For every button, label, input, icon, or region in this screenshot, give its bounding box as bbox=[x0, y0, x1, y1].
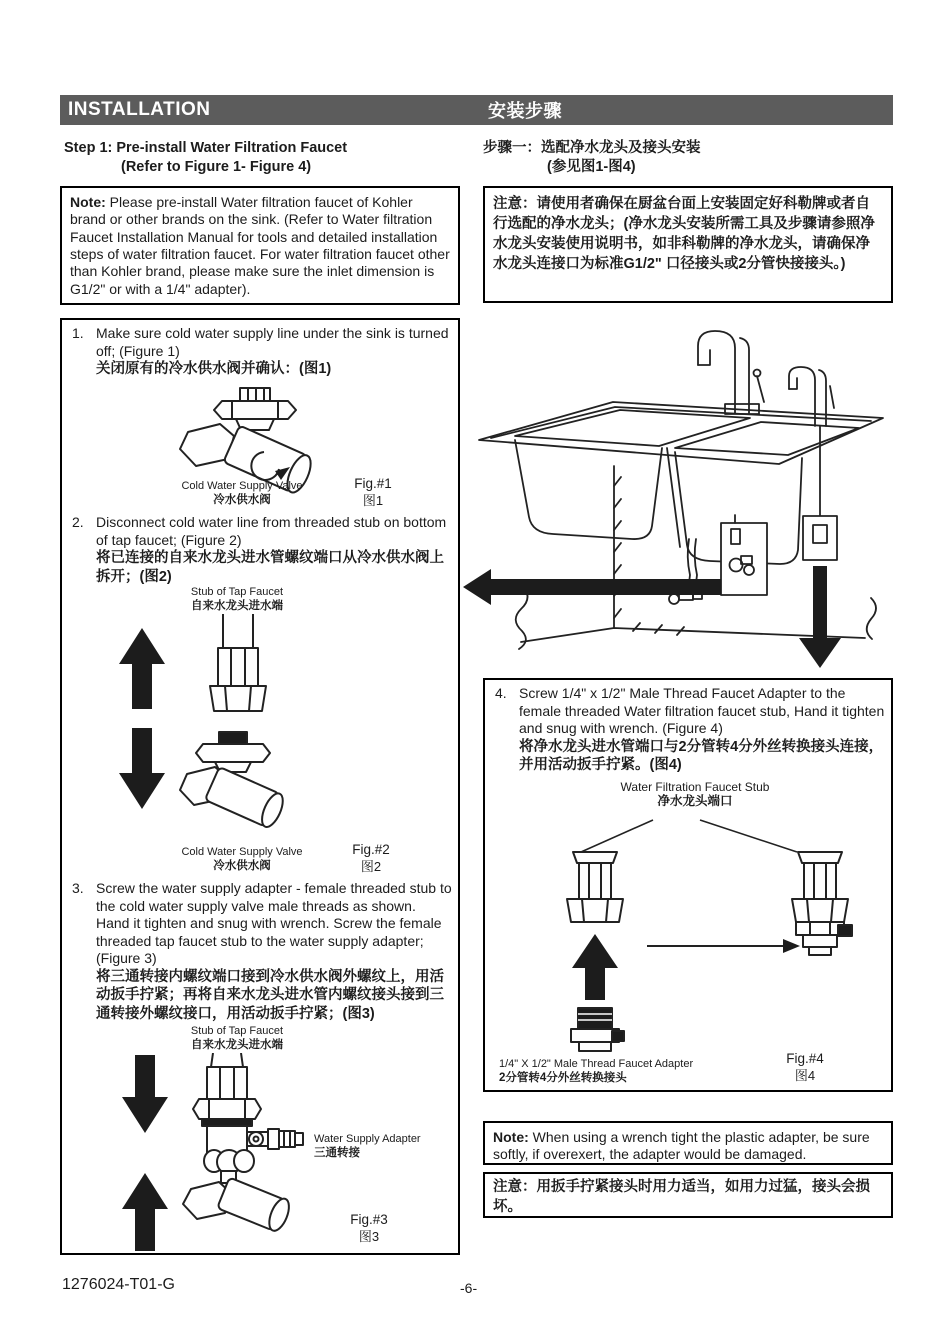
fig4-drawing bbox=[495, 818, 875, 1058]
top-note-zh-label: 注意： bbox=[493, 196, 537, 212]
item1-number: 1. bbox=[72, 325, 84, 341]
item1-text-zh: 关闭原有的冷水供水阀并确认：(图1) bbox=[96, 361, 332, 377]
right-arrowhead bbox=[783, 939, 800, 953]
bottom-note-en-text: When using a wrench tight the plastic adapter, be sure softly, if overexert, the adapter would be damaged. bbox=[493, 1129, 870, 1163]
item3-number: 3. bbox=[72, 880, 84, 896]
arrow-to-fig4 bbox=[799, 566, 841, 668]
step1-heading-zh-line2: (参见图1-图4) bbox=[547, 158, 636, 175]
instruction-item-3 bbox=[68, 880, 452, 1023]
step1-heading-zh bbox=[483, 139, 893, 176]
instruction-item-4 bbox=[491, 685, 885, 775]
down-arrow bbox=[122, 1055, 168, 1133]
top-note-zh bbox=[483, 186, 893, 303]
section-title-en: INSTALLATION bbox=[68, 99, 211, 120]
item3-text-en: Screw the water supply adapter - female threaded stub to the cold water supply valve male threads as shown. Hand it tighten and snug with wrench. Screw the female threaded tap faucet stub to the water supply adapter; (Figure 3) bbox=[96, 880, 452, 966]
top-note-en-label: Note: bbox=[70, 194, 106, 210]
fig1-valve-label-en: Cold Water Supply Valve bbox=[181, 480, 303, 492]
item2-text-en: Disconnect cold water line from threaded stub on bottom of tap faucet; (Figure 2) bbox=[96, 514, 447, 548]
fig1-caption-zh: 图1 bbox=[362, 492, 384, 508]
fig4-caption bbox=[773, 1050, 837, 1084]
step1-heading-en-line2: (Refer to Figure 1- Figure 4) bbox=[121, 158, 312, 175]
bottom-note-en-label: Note: bbox=[493, 1129, 529, 1145]
fig4-adapter-label-en: 1/4" X 1/2" Male Thread Faucet Adapter bbox=[499, 1058, 694, 1070]
step1-heading-en-line1: Step 1: Pre-install Water Filtration Faucet bbox=[64, 140, 348, 156]
fig3-stub-label bbox=[137, 1025, 337, 1053]
up-arrow bbox=[119, 628, 165, 709]
top-note-en bbox=[60, 186, 460, 305]
fig3-caption-en: Fig.#3 bbox=[350, 1212, 388, 1227]
item4-text-en: Screw 1/4" x 1/2" Male Thread Faucet Adapter to the female threaded Water filtration faucet stub, Hand it tighten and snug with wrench. (Figure 4) bbox=[519, 685, 885, 736]
item3-text-zh: 将三通转接内螺纹端口接到冷水供水阀外螺纹上，用活动扳手拧紧；再将自来水龙头进水管内螺纹接头接到三通转接外螺纹接口，用活动扳手拧紧；(图3) bbox=[96, 968, 444, 1022]
fig3-drawing bbox=[95, 1053, 319, 1255]
step4-box bbox=[483, 678, 893, 1092]
item4-text-zh: 将净水龙头进水管端口与2分管转4分外丝转换接头连接，并用活动扳手拧紧。(图4) bbox=[519, 738, 884, 774]
instruction-item-1 bbox=[68, 325, 452, 379]
fig1-caption-en: Fig.#1 bbox=[354, 476, 392, 491]
fig1-valve-label-zh: 冷水供水阀 bbox=[213, 494, 271, 507]
up-arrow bbox=[122, 1173, 168, 1251]
fig2-stub-label bbox=[137, 586, 337, 614]
fig3-stub-label-en: Stub of Tap Faucet bbox=[190, 1025, 284, 1037]
fig2-valve-label bbox=[142, 846, 342, 874]
item4-number: 4. bbox=[495, 685, 507, 701]
step1-heading-en bbox=[64, 139, 464, 176]
bottom-note-zh-text: 用扳手拧紧接头时用力适当，如用力过猛，接头会损坏。 bbox=[493, 1179, 870, 1215]
item2-text-zh: 将已连接的自来水龙头进水管螺纹端口从冷水供水阀上拆开；(图2) bbox=[96, 550, 444, 585]
fig1-caption bbox=[342, 475, 404, 509]
document-number: 1276024-T01-G bbox=[62, 1276, 175, 1293]
bottom-note-en bbox=[483, 1121, 893, 1165]
fig4-caption-zh: 图4 bbox=[794, 1067, 816, 1083]
fig2-stub-label-en: Stub of Tap Faucet bbox=[190, 586, 284, 598]
fig3-adapter-label bbox=[314, 1133, 460, 1161]
section-title-zh: 安装步骤 bbox=[488, 101, 562, 121]
fig3-adapter-label-en: Water Supply Adapter bbox=[314, 1133, 421, 1145]
sink-under-counter-illustration bbox=[462, 318, 894, 670]
bottom-note-zh bbox=[483, 1172, 893, 1218]
fig4-adapter-label-zh: 2分管转4分外丝转换接头 bbox=[499, 1072, 627, 1085]
down-arrow bbox=[119, 728, 165, 809]
top-note-zh-text: 请使用者确保在厨盆台面上安装固定好科勒牌或者自行选配的净水龙头；(净水龙头安装所需工具及步骤请参照净水龙头安装使用说明书，如非科勒牌的净水龙头，请确保净水龙头连接口为标准G1/2" 口径接头或2分管快接接头。) bbox=[493, 196, 875, 272]
item2-number: 2. bbox=[72, 514, 84, 530]
top-note-en-text: Please pre-install Water filtration faucet of Kohler brand or other brands on the sink. (Refer to Water filtration Faucet Installation Manual for tools and detailed installation steps of water filtration faucet. For water filtration faucet other than Kohler brand, please make sure the inlet dimension is G1/2" or with a 1/4" adapter). bbox=[70, 194, 450, 297]
fig2-valve-label-en: Cold Water Supply Valve bbox=[181, 846, 303, 858]
instructions-box bbox=[60, 318, 460, 1255]
fig2-caption bbox=[340, 841, 402, 875]
fig4-adapter-label bbox=[499, 1058, 789, 1086]
step1-heading-zh-line1: 步骤一：选配净水龙头及接头安装 bbox=[483, 140, 701, 156]
fig4-caption-en: Fig.#4 bbox=[786, 1051, 824, 1066]
fig3-adapter-label-zh: 三通转接 bbox=[314, 1147, 360, 1160]
fig2-stub-label-zh: 自来水龙头进水端 bbox=[191, 600, 283, 613]
fig2-caption-zh: 图2 bbox=[360, 858, 382, 874]
fig2-valve-label-zh: 冷水供水阀 bbox=[213, 860, 271, 873]
fig4-stub-label-zh: 净水龙头端口 bbox=[657, 794, 733, 809]
page-number: -6- bbox=[460, 1280, 478, 1296]
fig3-caption-zh: 图3 bbox=[358, 1228, 380, 1244]
fig3-stub-label-zh: 自来水龙头进水端 bbox=[191, 1039, 283, 1052]
fig4-stub-label bbox=[580, 780, 810, 810]
up-arrow bbox=[572, 934, 618, 1000]
item1-text-en: Make sure cold water supply line under the sink is turned off; (Figure 1) bbox=[96, 325, 449, 359]
fig1-valve-label bbox=[142, 480, 342, 508]
section-header-bar bbox=[60, 95, 893, 125]
fig2-drawing bbox=[95, 614, 327, 846]
fig4-stub-label-en: Water Filtration Faucet Stub bbox=[620, 780, 770, 794]
fig3-caption bbox=[338, 1211, 400, 1245]
fig2-caption-en: Fig.#2 bbox=[352, 842, 390, 857]
instruction-item-2 bbox=[68, 514, 452, 586]
bottom-note-zh-label: 注意： bbox=[493, 1179, 537, 1195]
